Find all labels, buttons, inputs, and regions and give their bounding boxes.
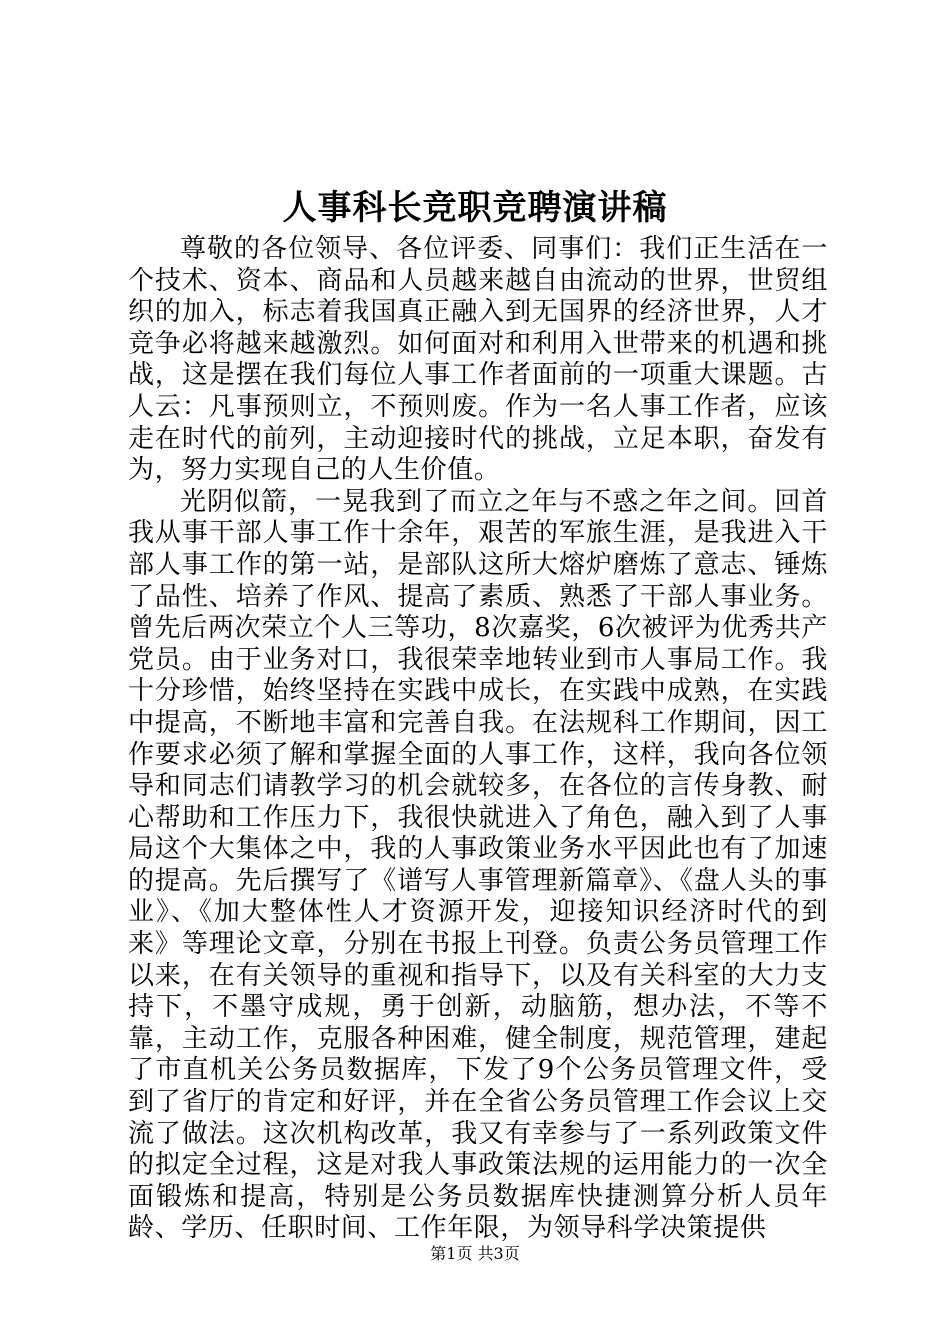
paragraph-greeting: 尊敬的各位领导、各位评委、同事们：我们正生活在一个技术、资本、商品和人员越来越自由流动的世界，世贸组织的加入，标志着我国真正融入到无国界的经济世界，人才竞争必将越来越激烈。如何面对和利用入世带来的机遇和挑战，这是摆在我们每位人事工作者面前的一项重大课题。古人云：凡事预则立，不预则废。作为一名人事工作者，应该走在时代的前列，主动迎接时代的挑战，立足本职，奋发有为，努力实现自己的人生价值。	[128, 234, 828, 486]
document-title: 人事科长竞职竞聘演讲稿	[282, 188, 668, 228]
page-number-footer: 第1页 共3页	[430, 1244, 520, 1263]
document-body	[128, 234, 828, 1245]
paragraph-experience: 光阴似箭，一晃我到了而立之年与不惑之年之间。回首我从事干部人事工作十余年，艰苦的军旅生涯，是我进入干部人事工作的第一站，是部队这所大熔炉磨炼了意志、锤炼了品性、培养了作风、提高了素质、熟悉了干部人事业务。曾先后两次荣立个人三等功，8次嘉奖，6次被评为优秀共产党员。由于业务对口，我很荣幸地转业到市人事局工作。我十分珍惜，始终坚持在实践中成长，在实践中成熟，在实践中提高，不断地丰富和完善自我。在法规科工作期间，因工作要求必须了解和掌握全面的人事工作，这样，我向各位领导和同志们请教学习的机会就较多，在各位的言传身教、耐心帮助和工作压力下，我很快就进入了角色，融入到了人事局这个大集体之中，我的人事政策业务水平因此也有了加速的提高。先后撰写了《谱写人事管理新篇章》、《盘人头的事业》、《加大整体性人才资源开发，迎接知识经济时代的到来》等理论文章，分别在书报上刊登。负责公务员管理工作以来，在有关领导的重视和指导下，以及有关科室的大力支持下，不墨守成规，勇于创新，动脑筋，想办法，不等不靠，主动工作，克服各种困难，健全制度，规范管理，建起了市直机关公务员数据库，下发了9个公务员管理文件，受到了省厅的肯定和好评，并在全省公务员管理工作会议上交流了做法。这次机构改革，我又有幸参与了一系列政策文件的拟定全过程，这是对我人事政策法规的运用能力的一次全面锻炼和提高，特别是公务员数据库快捷测算分析人员年龄、学历、任职时间、工作年限，为领导科学决策提供	[128, 486, 828, 1244]
